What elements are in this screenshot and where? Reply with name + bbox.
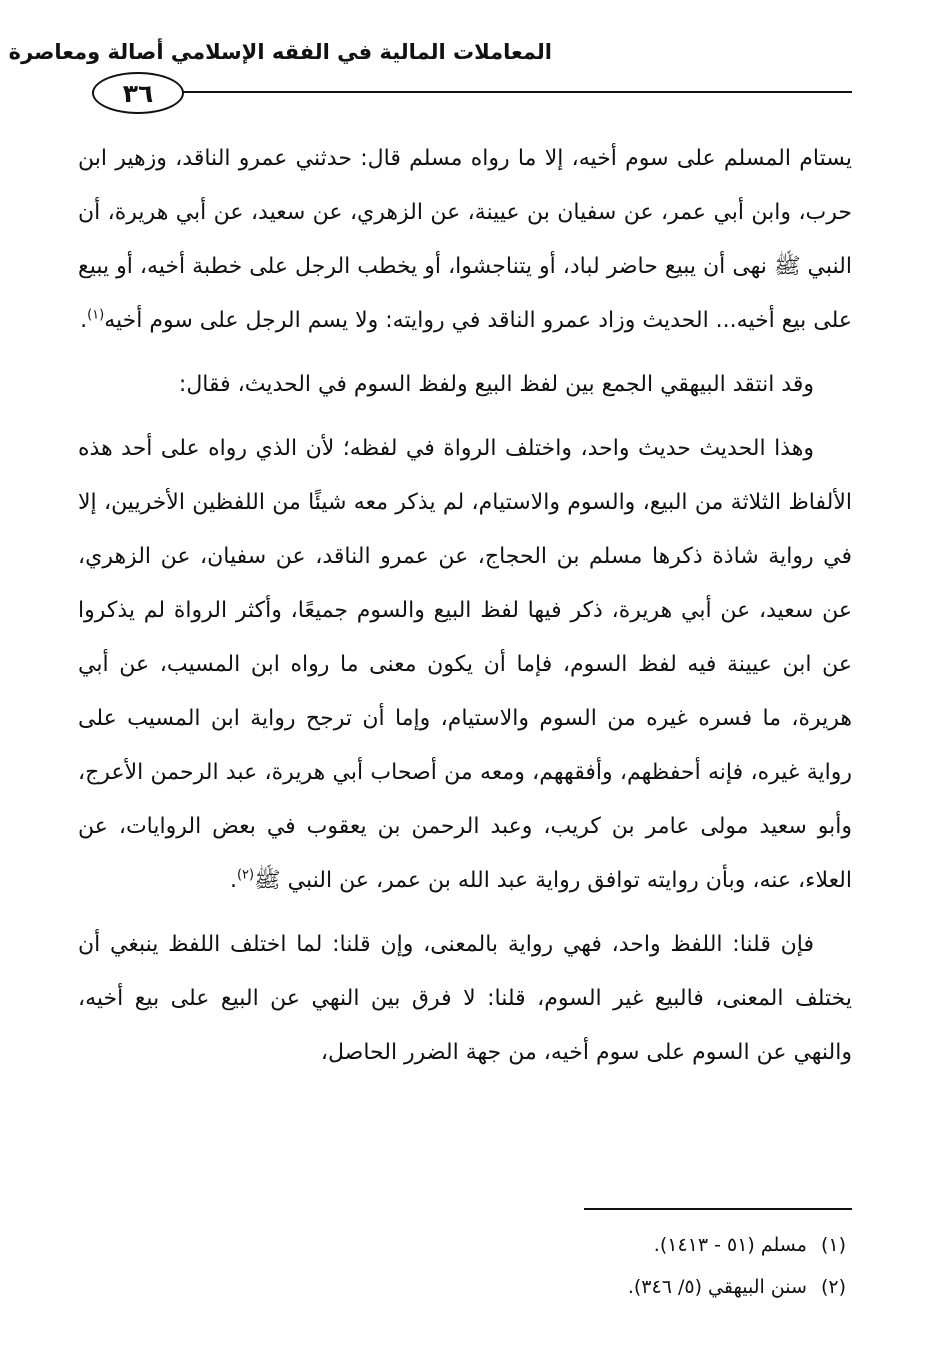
footnote-1-number: (١) [820, 1234, 846, 1256]
paragraph-1-end: . [80, 308, 88, 333]
paragraph-3-text: وهذا الحديث حديث واحد، واختلف الرواة في لفظه؛ لأن الذي رواه على أحد هذه الألفاظ الثلاثة من البيع، والسوم والاستيام، لم يذكر معه شيئًا من اللفظين الأخريين، إلا في رواية شاذة ذكرها مسلم بن الحجاج، عن عمرو الناقد، عن سفيان، عن الزهري، عن سعيد، عن أبي هريرة، ذكر فيها لفظ البيع والسوم جميعًا، وأكثر الرواة لم يذكروا عن ابن عيينة فيه لفظ السوم، فإما أن يكون معنى ما رواه ابن المسيب، عن أبي هريرة، ما فسره غيره من السوم والاستيام، وإما أن ترجح رواية ابن المسيب على رواية غيره، فإنه أحفظهم، وأفقههم، ومعه من أصحاب أبي هريرة، عبد الرحمن الأعرج، وأبو سعيد مولى عامر بن كريب، وعبد الرحمن بن يعقوب في بعض الروايات، عن العلاء، عنه، وبأن روايته توافق رواية عبد الله بن عمر، عن النبي ﷺ [78, 436, 852, 893]
footnote-rule [584, 1208, 852, 1210]
page-number-text: ٣٦ [122, 78, 154, 108]
paragraph-4 [78, 918, 852, 1080]
paragraph-2 [78, 358, 852, 412]
footnote-ref-1[interactable]: (١) [87, 307, 105, 323]
page-number [92, 72, 184, 114]
paragraph-4-text: فإن قلنا: اللفظ واحد، فهي رواية بالمعنى، وإن قلنا: لما اختلف اللفظ ينبغي أن يختلف المعنى، فالبيع غير السوم، قلنا: لا فرق بين النهي عن البيع على بيع أخيه، والنهي عن السوم على سوم أخيه، من جهة الضرر الحاصل، [78, 932, 852, 1065]
footnote-ref-2[interactable]: (٢) [236, 867, 255, 883]
paragraph-2-text: وقد انتقد البيهقي الجمع بين لفظ البيع ولفظ السوم في الحديث، فقال: [178, 372, 814, 397]
footnotes [146, 1224, 846, 1308]
footnote-1 [146, 1224, 846, 1266]
running-header-title: المعاملات المالية في الفقه الإسلامي أصالة ومعاصرة [8, 40, 552, 64]
footnote-2-text: سنن البيهقي (٥/ ٣٤٦). [627, 1276, 807, 1298]
footnote-1-text: مسلم (٥١ - ١٤١٣). [653, 1234, 807, 1256]
paragraph-3 [78, 422, 852, 908]
header-rule [92, 91, 852, 93]
paragraph-1 [78, 132, 852, 348]
footnote-2 [146, 1266, 846, 1308]
body-text [78, 132, 852, 1080]
footnote-2-number: (٢) [820, 1276, 846, 1298]
paragraph-3-end: . [229, 868, 237, 893]
paragraph-1-text: يستام المسلم على سوم أخيه، إلا ما رواه مسلم قال: حدثني عمرو الناقد، وزهير ابن حرب، وابن أبي عمر، عن سفيان بن عيينة، عن الزهري، عن سعيد، عن أبي هريرة، أن النبي ﷺ نهى أن يبيع حاضر لباد، أو يتناجشوا، أو يخطب الرجل على خطبة أخيه، أو يبيع على بيع أخيه... الحديث وزاد عمرو الناقد في روايته: ولا يسم الرجل على سوم أخيه [78, 146, 852, 333]
